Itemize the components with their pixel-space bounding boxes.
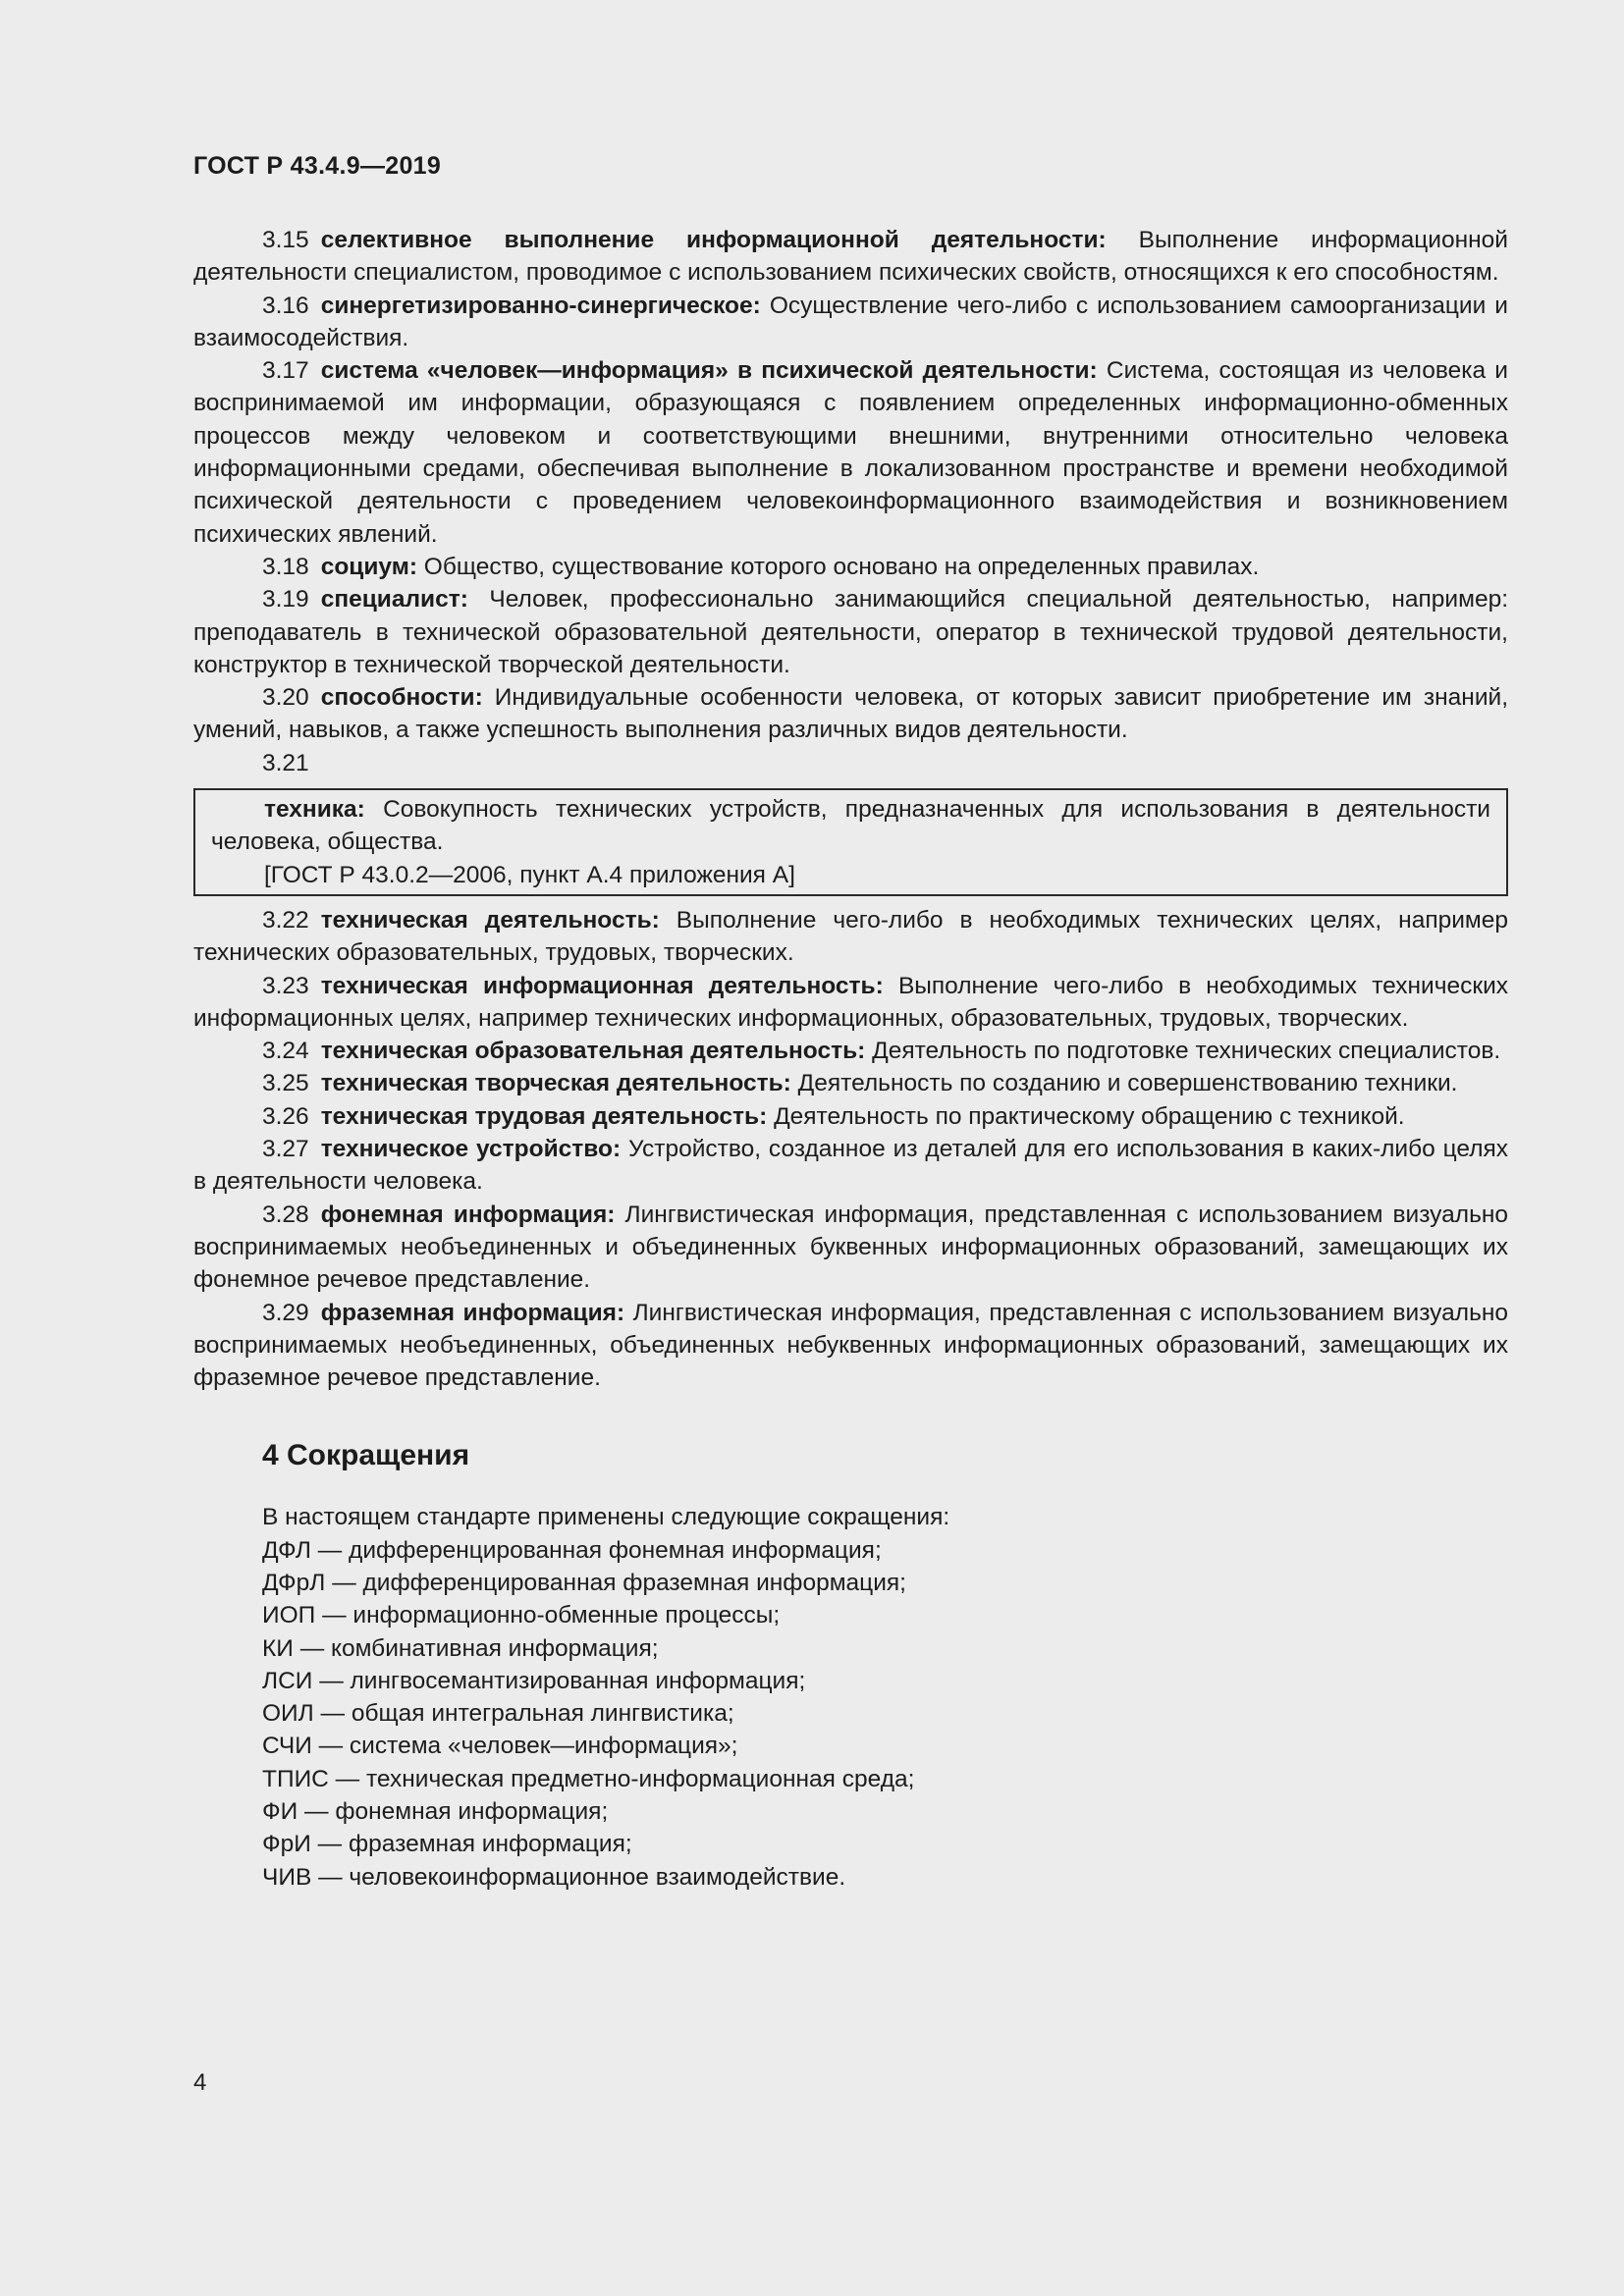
list-item: ТПИС — техническая предметно-информационная среда; — [262, 1765, 915, 1792]
term-entry — [193, 354, 1508, 551]
list-item: ЧИВ — человекоинформационное взаимодействие. — [262, 1863, 846, 1891]
list-item: СЧИ — система «человек—информация»; — [262, 1733, 738, 1760]
term-entry — [193, 681, 1508, 747]
list-item: ЛСИ — лингвосемантизированная информация; — [262, 1667, 806, 1694]
quoted-definition-box — [193, 788, 1508, 896]
list-item: ДФрЛ — дифференцированная фраземная информация; — [262, 1569, 906, 1596]
abbreviations-intro: В настоящем стандарте применены следующие сокращения: — [262, 1504, 950, 1531]
term-entry — [193, 1035, 1508, 1067]
term-title: техническая деятельность: — [320, 906, 660, 934]
term-definition: Индивидуальные особенности человека, от которых зависит приобретение им знаний, умений, навыков, а также успешность выполнения различных видов деятельности. — [193, 684, 1508, 744]
term-title: техническая образовательная деятельность: — [320, 1038, 866, 1065]
term-number: 3.24 — [262, 1038, 309, 1065]
term-entry — [193, 1067, 1508, 1099]
term-title: фонемная информация: — [320, 1201, 616, 1228]
term-definition: Выполнение чего-либо в необходимых технических целях, например технических образовательных, трудовых, творческих. — [193, 906, 1508, 967]
term-number: 3.26 — [262, 1102, 309, 1130]
term-number: 3.23 — [262, 972, 309, 999]
term-number: 3.29 — [262, 1299, 309, 1326]
term-number: 3.22 — [262, 906, 309, 934]
term-definition: Общество, существование которого основано на определенных правилах. — [417, 553, 1260, 580]
term-entry — [193, 970, 1508, 1036]
page-number: 4 — [193, 2069, 207, 2096]
list-item: КИ — комбинативная информация; — [262, 1634, 659, 1662]
term-number: 3.15 — [262, 227, 309, 253]
list-item: ДФЛ — дифференцированная фонемная информация; — [262, 1536, 882, 1564]
source-reference: [ГОСТ Р 43.0.2—2006, пункт А.4 приложения А] — [264, 861, 795, 888]
term-title: техническая информационная деятельность: — [320, 972, 884, 999]
term-definition: Устройство, созданное из деталей для его использования в каких-либо целях в деятельности человека. — [193, 1136, 1509, 1196]
term-entry-3-21 — [193, 747, 1508, 779]
term-title: специалист: — [320, 586, 468, 614]
abbreviations-list — [262, 1501, 1508, 1894]
term-definition: Совокупность технических устройств, предназначенных для использования в деятельности человека, общества. — [211, 796, 1490, 856]
term-entry — [193, 1100, 1508, 1133]
term-title: техническая творческая деятельность: — [320, 1070, 791, 1097]
term-title: система «человек—информация» в психической деятельности: — [320, 357, 1098, 385]
term-title: синергетизированно-синергическое: — [320, 292, 761, 319]
term-definition: Выполнение чего-либо в необходимых технических информационных целях, например технических информационных, образовательных, трудовых, творческих. — [193, 972, 1509, 1032]
list-item: ФИ — фонемная информация; — [262, 1798, 609, 1826]
term-title: социум: — [320, 553, 417, 580]
term-definition: Деятельность по созданию и совершенствованию техники. — [790, 1070, 1458, 1097]
term-definition: Лингвистическая информация, представленная с использованием визуально воспринимаемых необъединенных и объединенных буквенных информационных образований, замещающих их фонемное речевое представление. — [193, 1201, 1508, 1294]
term-title: техническое устройство: — [320, 1136, 622, 1163]
term-number: 3.16 — [262, 292, 309, 319]
term-entry — [193, 583, 1508, 681]
term-entry — [193, 224, 1508, 290]
term-number: 3.21 — [262, 749, 309, 776]
term-entry — [193, 290, 1508, 355]
term-number: 3.25 — [262, 1070, 309, 1097]
term-number: 3.20 — [262, 684, 309, 712]
term-title: способности: — [320, 684, 483, 712]
term-number: 3.27 — [262, 1136, 309, 1163]
term-number: 3.17 — [262, 357, 309, 385]
term-entry — [193, 904, 1508, 970]
document-header: ГОСТ Р 43.4.9—2019 — [193, 152, 442, 180]
term-definition: Человек, профессионально занимающийся специальной деятельностью, например: преподаватель в технической образовательной деятельности, оператор в технической трудовой деятельности, конструктор в технической творческой деятельности. — [193, 586, 1508, 678]
term-number: 3.28 — [262, 1201, 309, 1228]
section-heading: 4 Сокращения — [262, 1439, 470, 1472]
term-definition: Деятельность по практическому обращению с техникой. — [767, 1102, 1405, 1130]
term-definition: Лингвистическая информация, представленная с использованием визуально воспринимаемых необъединенных, объединенных небуквенных информационных образований, замещающих их фраземное речевое представление. — [193, 1299, 1508, 1392]
term-title: техника: — [264, 796, 365, 824]
terms-list-a — [193, 224, 1508, 747]
term-entry — [193, 551, 1508, 583]
list-item: ФрИ — фраземная информация; — [262, 1831, 632, 1858]
term-entry — [193, 1133, 1508, 1199]
term-number: 3.19 — [262, 586, 309, 614]
term-entry — [193, 1297, 1508, 1395]
list-item: ОИЛ — общая интегральная лингвистика; — [262, 1700, 734, 1728]
term-definition: Деятельность по подготовке технических специалистов. — [865, 1038, 1501, 1065]
list-item: ИОП — информационно-обменные процессы; — [262, 1602, 781, 1629]
term-entry — [193, 1199, 1508, 1297]
term-title: техническая трудовая деятельность: — [320, 1102, 768, 1130]
terms-list-b — [193, 904, 1508, 1394]
boxed-term — [211, 793, 1490, 859]
term-definition: Система, состоящая из человека и воспринимаемой им информации, образующаяся с появлением определенных информационно-обменных процессов между человеком и соответствующими внешними, внутренними относительно человека информационными средами, обеспечивая выполнение в локализованном пространстве и времени необходимой психической деятельности с проведением человекоинформационного взаимодействия и возникновением психических явлений. — [193, 357, 1508, 548]
term-title: селективное выполнение информационной деятельности: — [320, 227, 1107, 253]
term-definition: Осуществление чего-либо с использованием самоорганизации и взаимосодействия. — [193, 292, 1508, 351]
term-definition: Выполнение информационной деятельности специалистом, проводимое с использованием психических свойств, относящихся к его способностям. — [193, 227, 1508, 287]
page-content — [193, 224, 1508, 1894]
term-title: фраземная информация: — [320, 1299, 625, 1326]
term-number: 3.18 — [262, 553, 309, 580]
